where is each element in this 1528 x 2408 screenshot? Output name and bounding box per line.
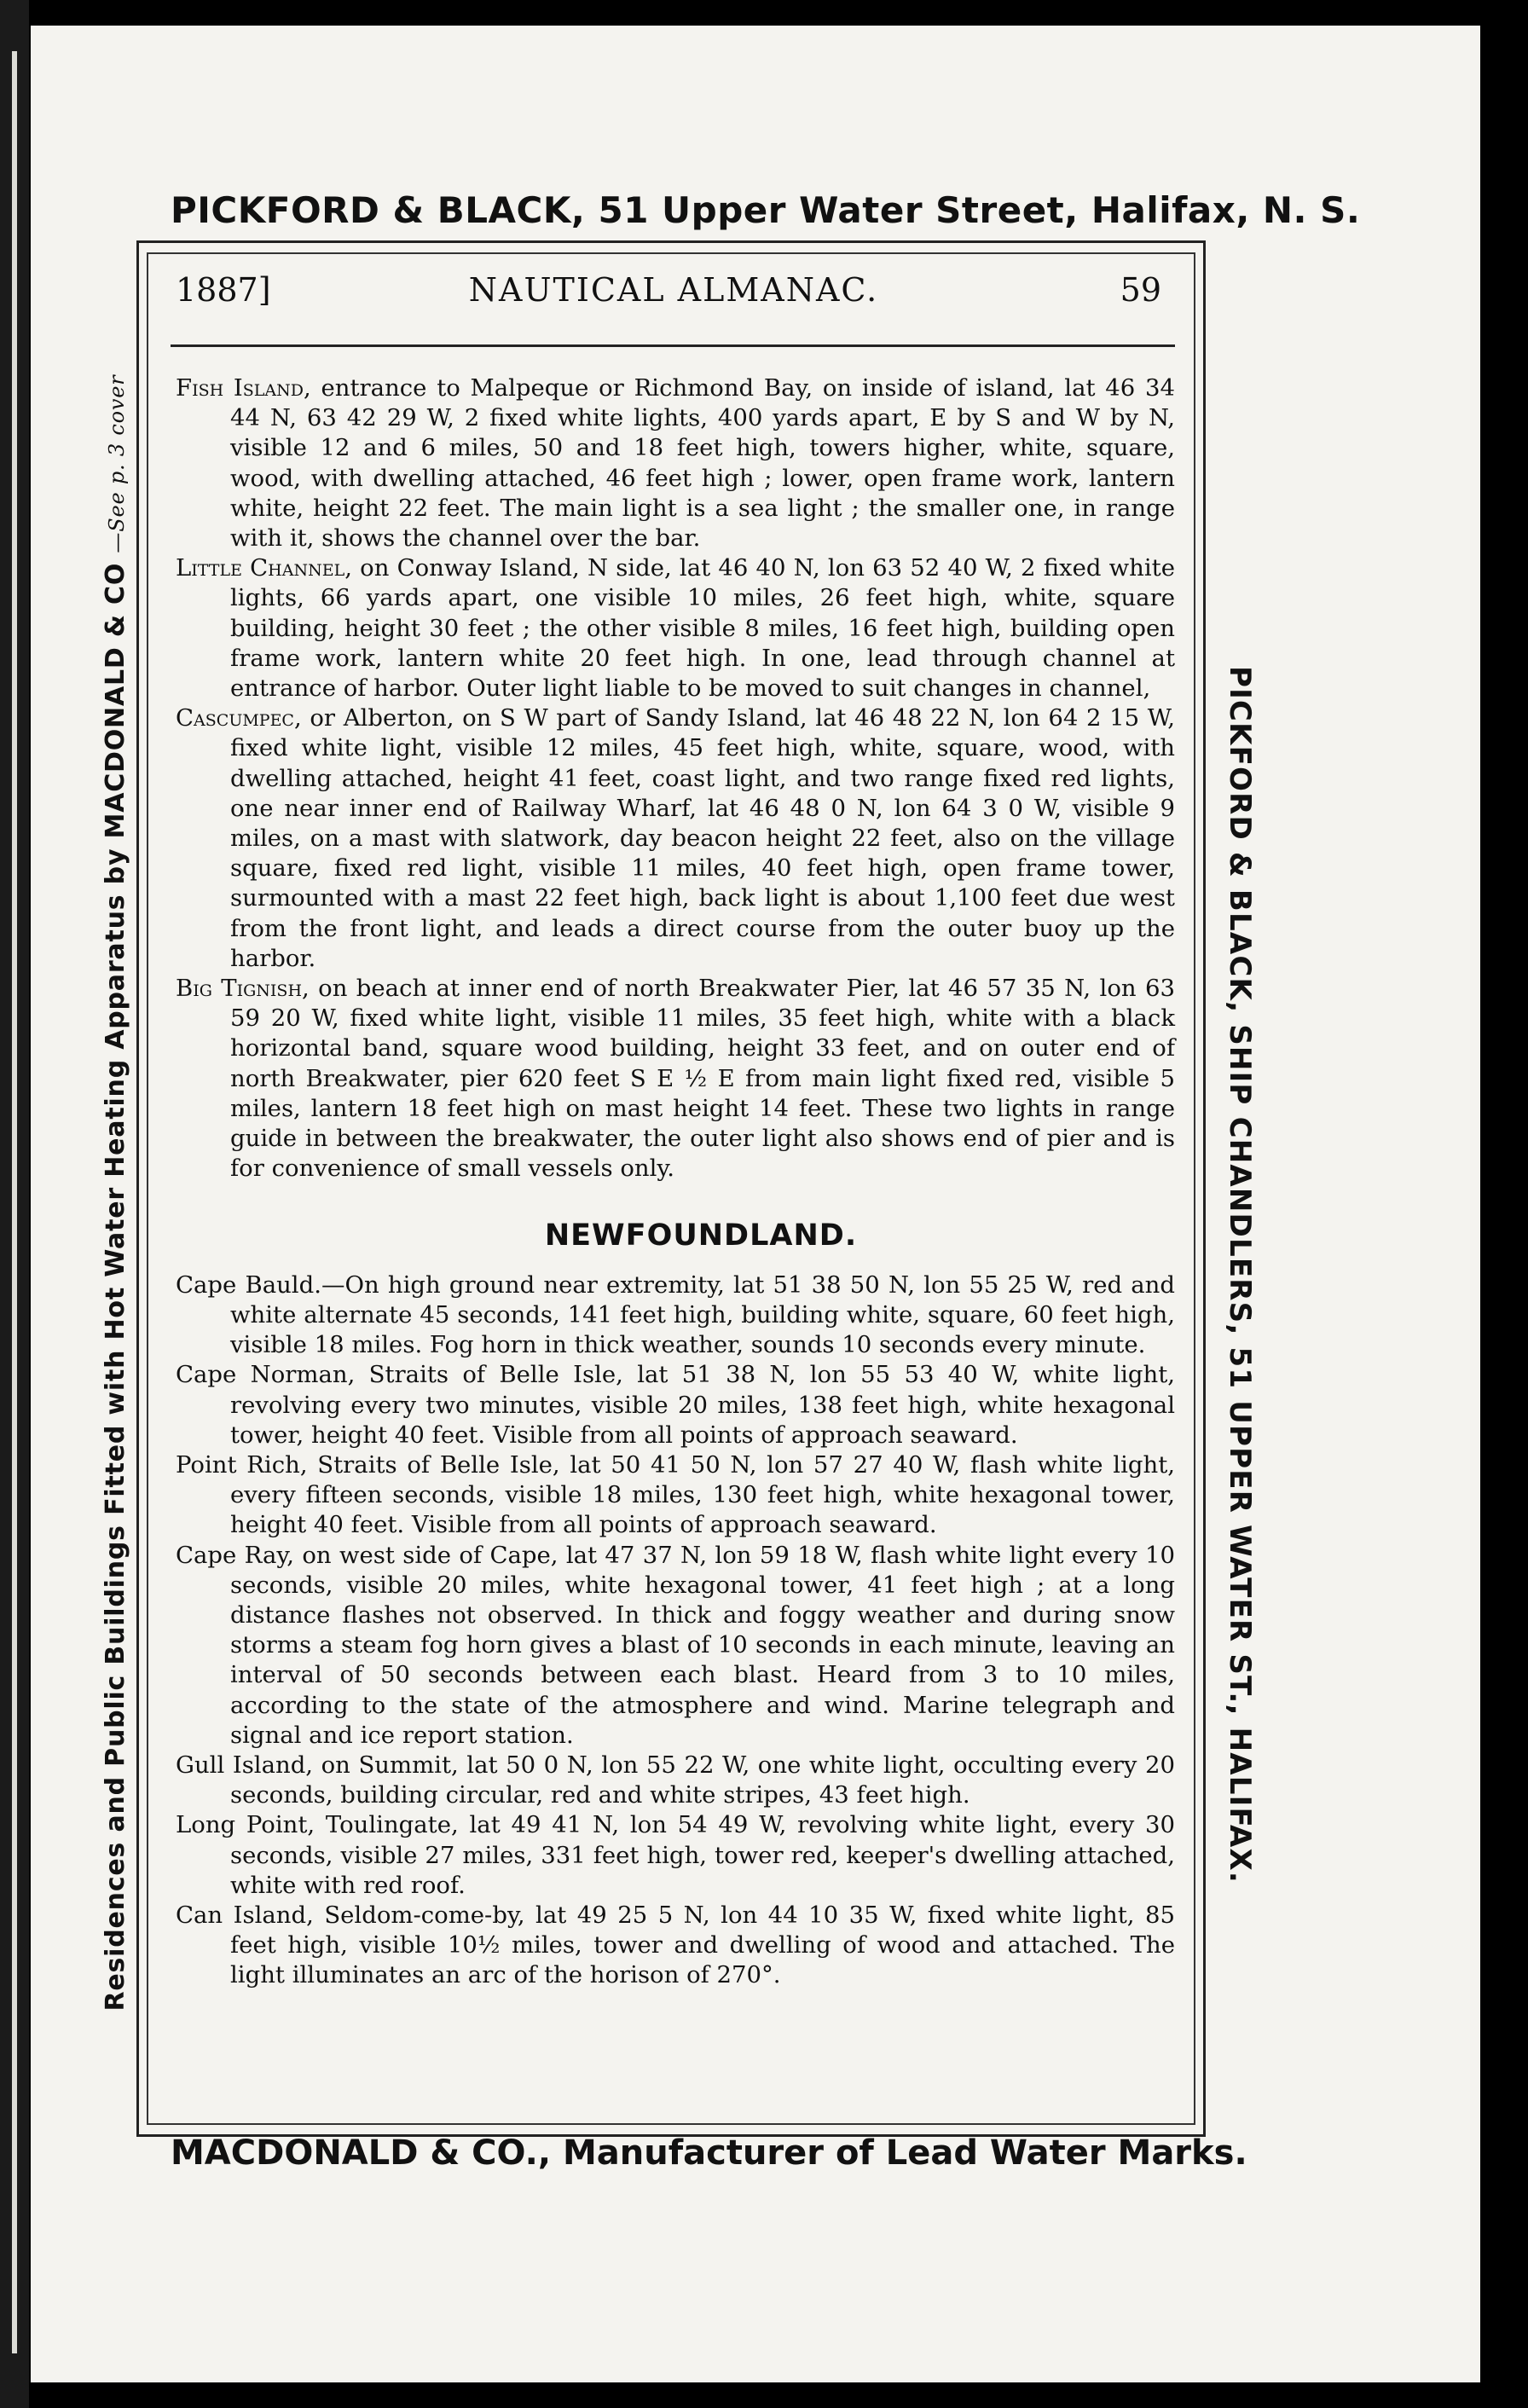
light-entry (176, 974, 1175, 1184)
light-entry (176, 703, 1175, 974)
light-entry (176, 553, 1175, 703)
facing-page-edge (12, 51, 17, 2353)
light-entry: Gull Island, on Summit, lat 50 0 N, lon 55 22 W, one white light, occulting every 20 seconds, building circular, red and white stripes, 43 feet high. (176, 1751, 1175, 1809)
entry-text: on Conway Island, N side, lat 46 40 N, lon 63 52 40 W, 2 fixed white lights, 66 yards apart, one visible 10 miles, 26 feet high, white, square building, height 30 feet ; the other visible 8 miles, 16 feet high, building open frame work, lantern white 20 feet high. In one, lead through channel at entrance of harbor. Outer light liable to be moved to suit changes in channel, (230, 554, 1175, 703)
light-entry: Long Point, Toulingate, lat 49 41 N, lon 54 49 W, revolving white light, every 30 seconds, visible 27 miles, 331 feet high, tower red, keeper's dwelling attached, white with red roof. (176, 1811, 1175, 1899)
running-header (171, 271, 1177, 314)
scan-left-edge (0, 0, 29, 2408)
section-heading: NEWFOUNDLAND. (544, 1218, 858, 1253)
main-text (176, 373, 1175, 1991)
light-entry: Can Island, Seldom-come-by, lat 49 25 5 N, lon 44 10 35 W, fixed white light, 85 feet high, visible 10½ miles, tower and dwelling of wood and attached. The light illuminates an arc of the horison of 270°. (176, 1901, 1175, 1989)
light-entry: Cape Ray, on west side of Cape, lat 47 37 N, lon 59 18 W, flash white light every 10 seconds, visible 20 miles, white hexagonal tower, 41 feet high ; at a long distance flashes not observed. In thick and foggy weather and during snow storms a steam fog horn gives a blast of 10 seconds in each minute, leaving an interval of 50 seconds between each blast. Heard from 3 to 10 miles, according to the state of the atmosphere and wind. Marine telegraph and signal and ice report station. (176, 1541, 1175, 1749)
left-side-advertisement (101, 276, 130, 2110)
right-side-advertisement: PICKFORD & BLACK, SHIP CHANDLERS, 51 UPPER WATER ST., HALIFAX. (1223, 665, 1257, 1884)
light-entry: Point Rich, Straits of Belle Isle, lat 50 41 50 N, lon 57 27 40 W, flash white light, every fifteen seconds, visible 18 miles, 130 feet high, white hexagonal tower, height 40 feet. Visible from all points of approach seaward. (176, 1450, 1175, 1539)
entry-name: Little Channel, (176, 554, 352, 582)
header-year: 1887] (176, 271, 271, 309)
entry-text: or Alberton, on S W part of Sandy Island, lat 46 48 22 N, lon 64 2 15 W, fixed white light, visible 12 miles, 45 feet high, white, square, wood, with dwelling attached, height 41 feet, coast light, and two range fixed red lights, one near inner end of Railway Wharf, lat 46 48 0 N, lon 64 3 0 W, visible 9 miles, on a mast with slatwork, day beacon height 22 feet, also on the village square, fixed red light, visible 11 miles, 40 feet high, open frame tower, surmounted with a mast 22 feet high, back light is about 1,100 feet due west from the front light, and leads a direct course from the outer buoy up the harbor. (230, 704, 1175, 972)
entry-name: Big Tignish, (176, 975, 310, 1003)
bottom-advertisement-banner: MACDONALD & CO., Manufacturer of Lead Water Marks. (171, 2133, 1247, 2173)
light-entry: Cape Norman, Straits of Belle Isle, lat 51 38 N, lon 55 53 40 W, white light, revolving every two minutes, visible 20 miles, 138 feet high, white hexagonal tower, height 40 feet. Visible from all points of approach seaward. (176, 1361, 1175, 1449)
light-entry: Cape Bauld.—On high ground near extremity, lat 51 38 50 N, lon 55 25 W, red and white alternate 45 seconds, 141 feet high, building white, square, 60 feet high, visible 18 miles. Fog horn in thick weather, sounds 10 seconds every minute. (176, 1271, 1175, 1359)
top-advertisement-banner: PICKFORD & BLACK, 51 Upper Water Street, Halifax, N. S. (171, 189, 1361, 231)
header-title: NAUTICAL ALMANAC. (468, 271, 879, 309)
left-side-advertisement-note: —See p. 3 cover (105, 374, 129, 553)
entry-text: on beach at inner end of north Breakwater Pier, lat 46 57 35 N, lon 63 59 20 W, fixed white light, visible 11 miles, 35 feet high, white with a black horizontal band, square wood building, height 33 feet, and on outer end of north Breakwater, pier 620 feet S E ½ E from main light fixed red, visible 5 miles, lantern 18 feet high on mast height 14 feet. These two lights in range guide in between the breakwater, the outer light also shows end of pier and is for convenience of small vessels only. (230, 975, 1175, 1183)
light-entry (176, 373, 1175, 553)
left-side-advertisement-text: Residences and Public Buildings Fitted with Hot Water Heating Apparatus by MACDONALD & CO (101, 562, 130, 2011)
page-number: 59 (1120, 271, 1161, 309)
entry-text: entrance to Malpeque or Richmond Bay, on inside of island, lat 46 34 44 N, 63 42 29 W, 2 fixed white lights, 400 yards apart, E by S and W by N, visible 12 and 6 miles, 50 and 18 feet high, towers higher, white, square, wood, with dwelling attached, 46 feet high ; lower, open frame work, lantern white, height 22 feet. The main light is a sea light ; the smaller one, in range with it, shows the channel over the bar. (230, 374, 1176, 553)
entry-name: Fish Island, (176, 374, 311, 402)
header-rule (171, 344, 1175, 347)
entry-name: Cascumpec, (176, 704, 302, 732)
